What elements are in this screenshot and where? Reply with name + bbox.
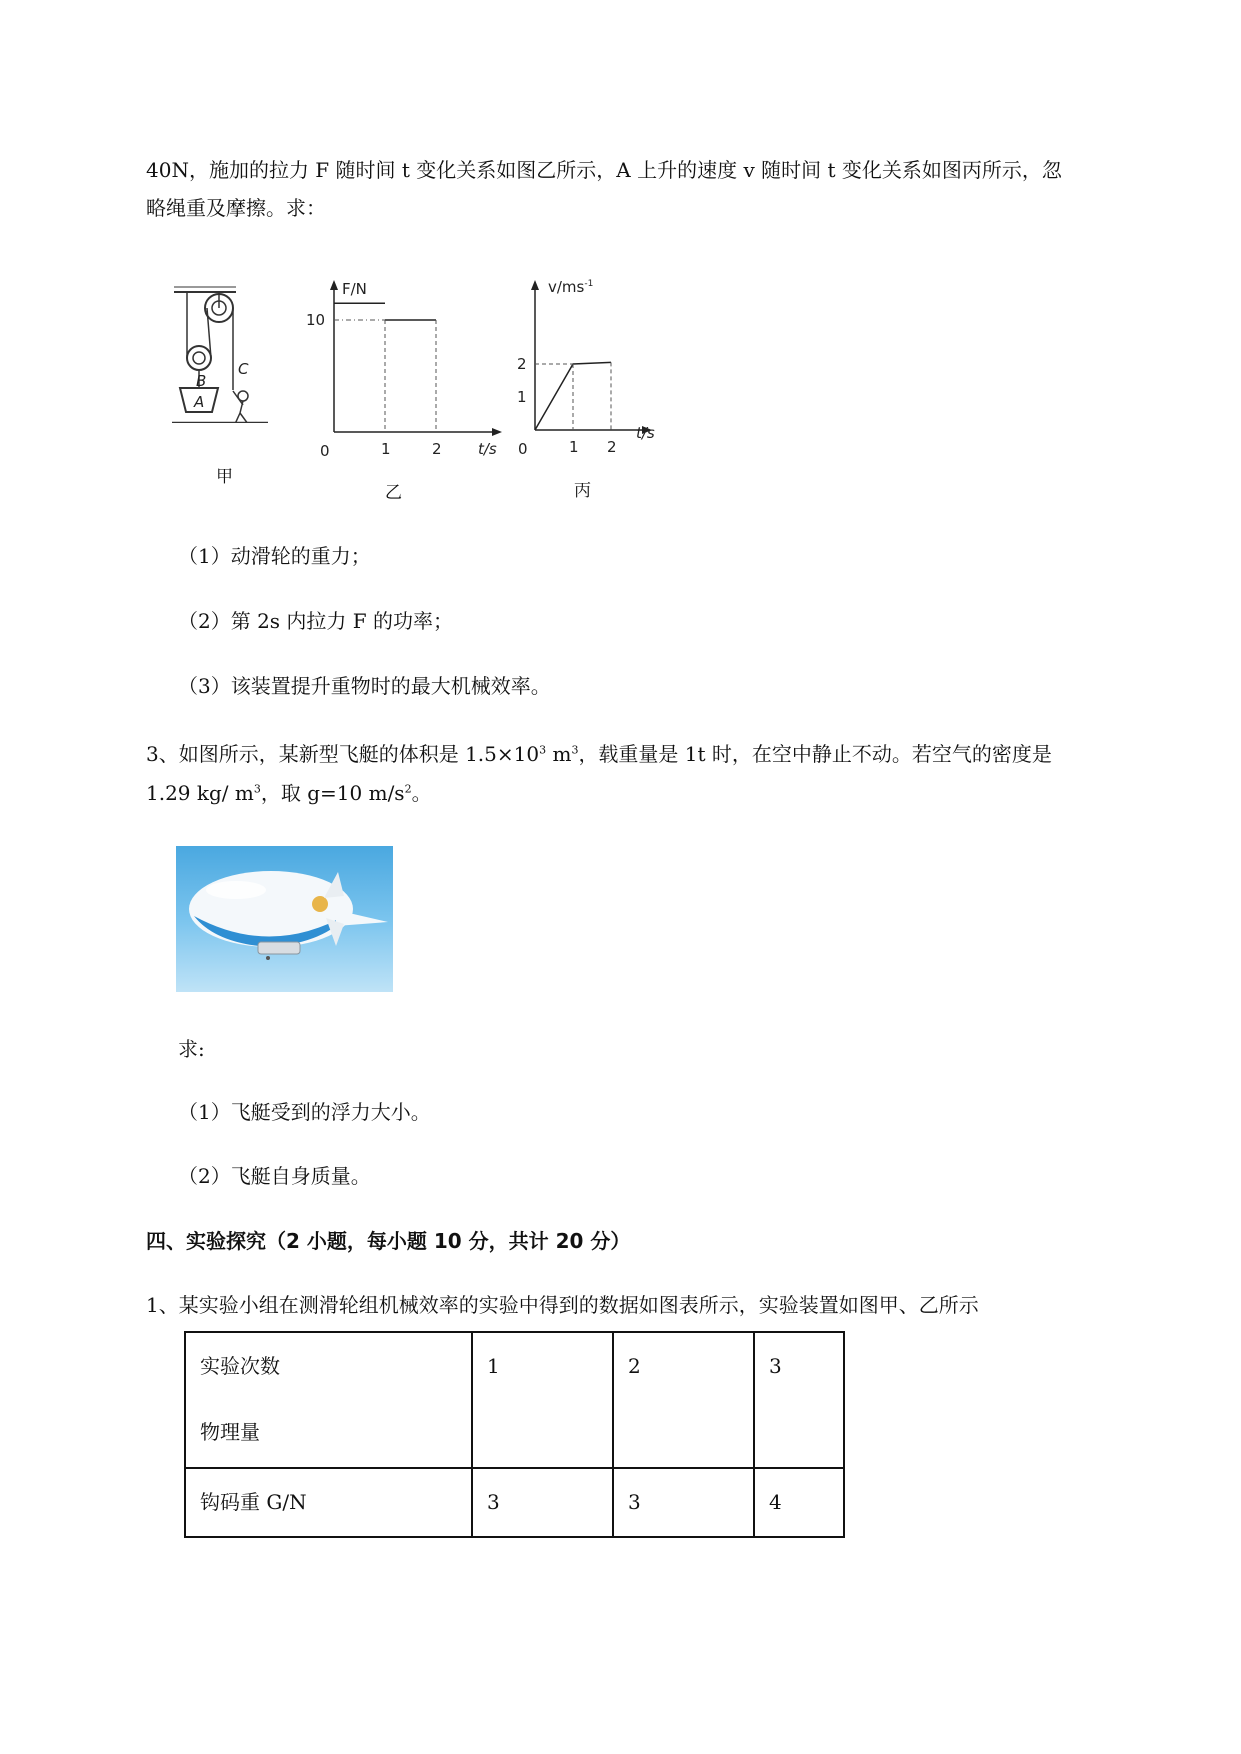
caption-jia: 甲 [216,467,233,487]
origin-label: 0 [518,440,528,458]
x-tick-label: 2 [607,438,617,456]
q3-line-1: 3、如图所示，某新型飞艇的体积是 $1.5\times 10^3$ $m^3$，载重量是 1t 时，在空中静止不动。若空气的密度是 [146,742,1052,766]
table-row [185,1332,844,1468]
pulley-diagram-svg [170,278,285,423]
table-col-header: 3 [754,1332,844,1468]
table-row [185,1468,844,1537]
x-axis-label: t/s [478,440,497,458]
x-tick-label: 1 [569,438,579,456]
x-axis-label: t/s [636,424,655,442]
section4-q1: 1、某实验小组在测滑轮组机械效率的实验中得到的数据如图表所示，实验装置如图甲、乙所示 [146,1293,979,1317]
y-tick-label: 10 [306,311,326,329]
figure-yi-chart [300,270,510,465]
x-tick-label: 1 [381,440,391,458]
q2-item-3: （3）该装置提升重物时的最大机械效率。 [178,674,551,698]
x-tick-label: 2 [432,440,442,458]
table-col-header: 1 [472,1332,613,1468]
label-c: C [238,360,249,378]
table-cell: 3 [472,1468,613,1537]
experiment-data-table [184,1331,845,1538]
table-cell: 4 [754,1468,844,1537]
table-col-header: 2 [613,1332,754,1468]
header-bottom-label: 物理量 [200,1420,260,1444]
figure-jia-pulley [170,278,285,423]
header-top-label: 实验次数 [200,1354,280,1378]
y-axis-label: F/N [342,280,367,298]
y-axis-label: $v/ms^{-1}$ [548,278,594,296]
y-axis-arrow [531,280,539,290]
x-axis-arrow [492,428,502,436]
q2-item-2: （2）第 2s 内拉力 F 的功率； [178,609,454,633]
airship-image [176,846,393,992]
caption-bing: 丙 [574,481,591,501]
intro-line-2: 略绳重及摩擦。求： [146,196,326,220]
airship-svg [176,846,393,992]
caption-yi: 乙 [385,483,402,503]
intro-line-1: 40N，施加的拉力 F 随时间 t 变化关系如图乙所示，A 上升的速度 v 随时间 t 变化关系如图丙所示，忽 [146,158,1062,182]
q3-item-2: （2）飞艇自身质量。 [178,1164,371,1188]
y-axis-arrow [330,280,338,290]
table-header-cell [185,1332,472,1468]
q2-item-1: （1）动滑轮的重力； [178,544,371,568]
chart-bing-svg [510,262,660,462]
label-b: B [196,372,207,390]
y-tick-label: 1 [517,388,527,406]
q3-line-2: 1.29 kg/ $m^3$，取 g=10 $m/s^2$。 [146,781,432,805]
row-label-cell: 钩码重 G/N [185,1468,472,1537]
section4-title: 四、实验探究（2 小题，每小题 10 分，共计 20 分） [146,1229,631,1253]
chart-yi-svg [300,270,510,465]
y-tick-label: 2 [517,355,527,373]
label-a: A [194,393,205,411]
q3-item-1: （1）飞艇受到的浮力大小。 [178,1100,431,1124]
origin-label: 0 [320,442,330,460]
table-cell: 3 [613,1468,754,1537]
figure-bing-chart [510,262,660,462]
q3-ask: 求: [178,1037,205,1061]
